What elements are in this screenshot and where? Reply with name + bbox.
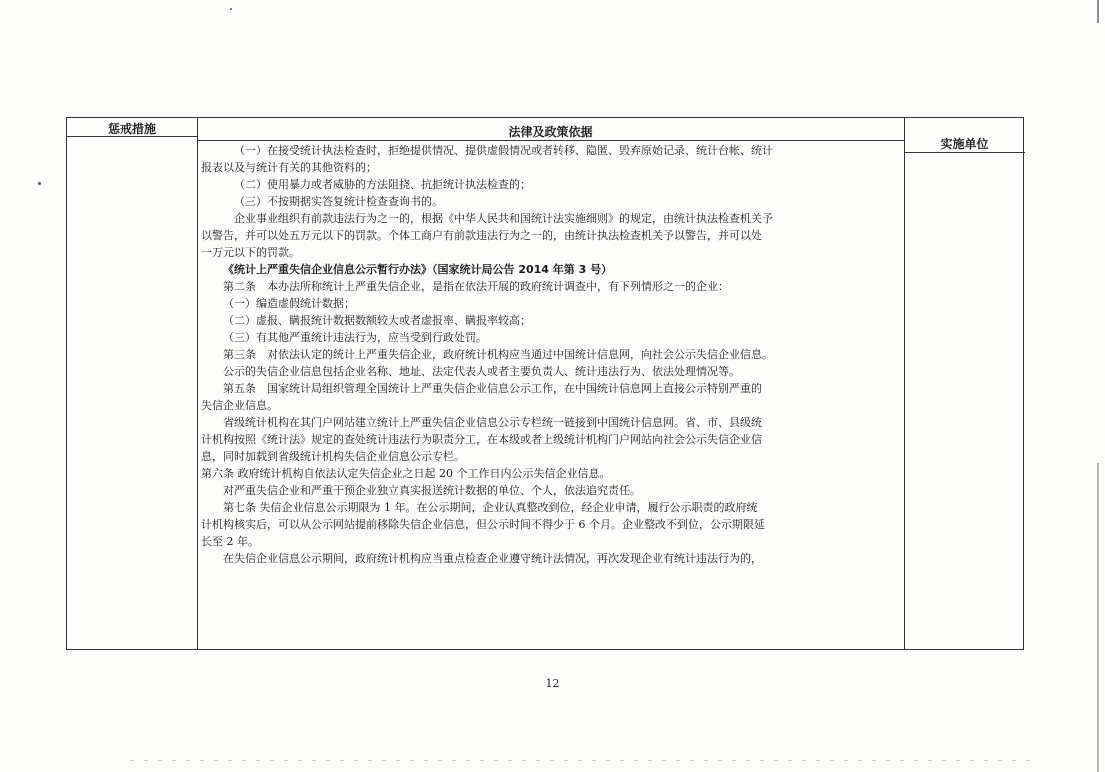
law-line: 息，同时加载到省级统计机构失信企业信息公示专栏。 — [201, 450, 465, 463]
page-number: 12 — [545, 677, 560, 690]
law-line: 省级统计机构在其门户网站建立统计上严重失信企业信息公示专栏统一链接到中国统计信息网。省、市、县级统 — [223, 416, 762, 429]
policy-table — [66, 117, 1024, 650]
law-line: 企业事业组织有前款违法行为之一的，根据《中华人民共和国统计法实施细则》的规定，由统计执法检查机关予 — [234, 212, 773, 225]
law-line: 第七条 失信企业信息公示期限为 1 年。在公示期间，企业认真整改到位，经企业申请，履行公示职责的政府统 — [223, 501, 758, 514]
column-divider — [197, 118, 198, 649]
header-measures: 惩戒措施 — [107, 122, 156, 136]
law-line: （三）不按期据实答复统计检查查询书的。 — [234, 195, 443, 208]
law-line: （三）有其他严重统计违法行为，应当受到行政处罚。 — [223, 331, 487, 344]
law-line: （二）虚报、瞒报统计数据数额较大或者虚报率、瞒报率较高； — [223, 314, 531, 327]
law-line: 计机构按照《统计法》规定的查处统计违法行为职责分工，在本级或者上级统计机构门户网站向社会公示失信企业信 — [201, 433, 762, 446]
law-line: 第五条 国家统计局组织管理全国统计上严重失信企业信息公示工作，在中国统计信息网上直接公示特别严重的 — [223, 382, 762, 395]
law-line: 长至 2 年。 — [201, 535, 259, 548]
header-law-basis: 法律及政策依据 — [508, 125, 593, 139]
regulation-title: 《统计上严重失信企业信息公示暂行办法》（国家统计局公告 2014 年第 3 号） — [223, 263, 613, 276]
law-line: 一万元以下的罚款。 — [201, 246, 300, 259]
law-line: 对严重失信企业和严重干预企业独立真实报送统计数据的单位、个人，依法追究责任。 — [223, 484, 641, 497]
law-line: 公示的失信企业信息包括企业名称、地址、法定代表人或者主要负责人、统计违法行为、依法处理情况等。 — [223, 365, 740, 378]
header-divider — [904, 152, 1025, 153]
law-line: （一）在接受统计执法检查时，拒绝提供情况、提供虚假情况或者转移、隐匿、毁弃原始记录、统计台帐、统计 — [234, 144, 773, 157]
law-basis-cell — [201, 142, 901, 567]
header-divider — [197, 140, 904, 141]
column-divider — [904, 118, 905, 649]
law-line: 在失信企业信息公示期间，政府统计机构应当重点检查企业遵守统计法情况，再次发现企业有统计违法行为的， — [223, 552, 762, 565]
law-line: 第三条 对依法认定的统计上严重失信企业，政府统计机构应当通过中国统计信息网，向社会公示失信企业信息。 — [223, 348, 773, 361]
law-line: 计机构核实后，可以从公示网站提前移除失信企业信息，但公示时间不得少于 6 个月。企业整改不到位，公示期限延 — [201, 518, 765, 531]
scan-edge-mark — [1097, 0, 1099, 772]
header-implementing-unit: 实施单位 — [940, 137, 989, 151]
law-line: 报表以及与统计有关的其他资料的； — [201, 161, 377, 174]
scan-noise — [130, 760, 1030, 761]
law-line: （一）编造虚假统计数据； — [223, 297, 355, 310]
scan-speck — [38, 182, 41, 185]
law-line: 第二条 本办法所称统计上严重失信企业，是指在依法开展的政府统计调查中，有下列情形之一的企业： — [223, 280, 729, 293]
law-line: （二）使用暴力或者威胁的方法阻挠、抗拒统计执法检查的； — [234, 178, 531, 191]
law-line: 第六条 政府统计机构自依法认定失信企业之日起 20 个工作日内公示失信企业信息。 — [201, 467, 611, 480]
law-line: 失信企业信息。 — [201, 399, 278, 412]
law-line: 以警告，并可以处五万元以下的罚款。个体工商户有前款违法行为之一的，由统计执法检查机关予以警告，并可以处 — [201, 229, 762, 242]
scan-speck — [230, 8, 232, 10]
